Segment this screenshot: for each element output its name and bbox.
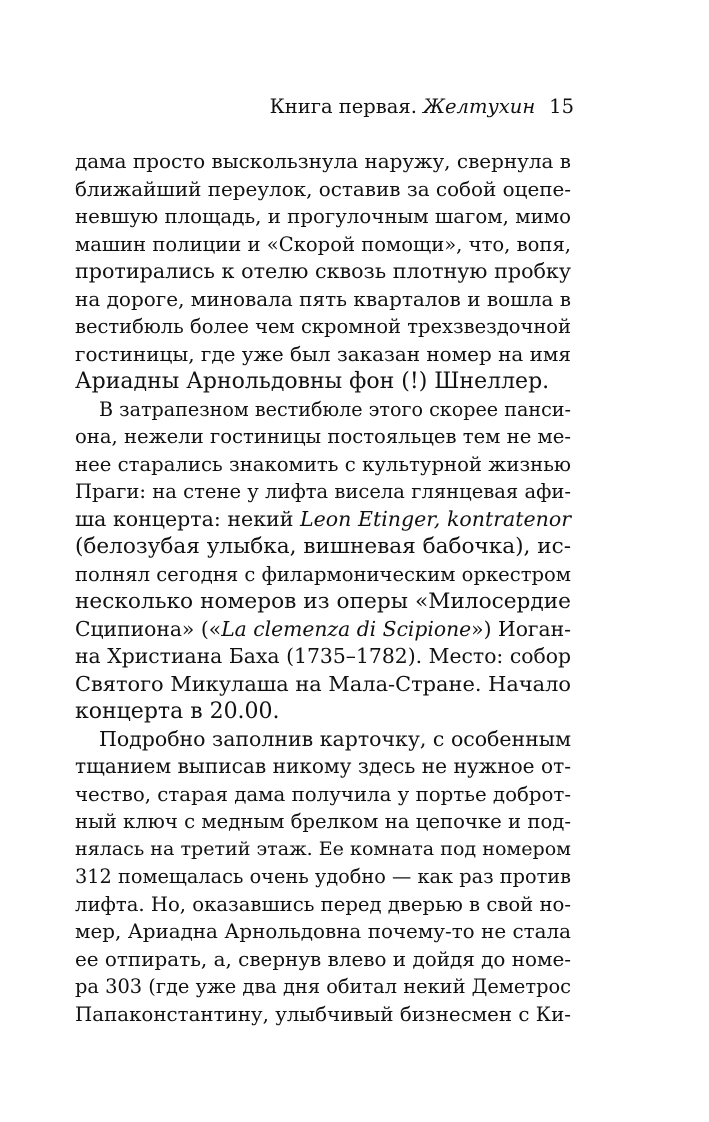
text-line: Подробно заполнив карточку, с особенным xyxy=(99,726,571,751)
text-line: лифта. Но, оказавшись перед дверью в свой но- xyxy=(75,892,571,916)
text-line: гостиницы, где уже был заказан номер на имя xyxy=(75,341,571,366)
text-line: на дороге, миновала пять кварталов и вошла в xyxy=(75,286,571,311)
text-line: В затрапезном вестибюле этого скорее панси- xyxy=(99,397,571,421)
text-line: машин полиции и «Скорой помощи», что, вопя, xyxy=(75,232,571,256)
text-line: протирались к отелю сквозь плотную пробку xyxy=(75,259,571,283)
text-line xyxy=(75,616,571,644)
running-header xyxy=(0,92,574,122)
text-line: (белозубая улыбка, вишневая бабочка), ис- xyxy=(75,534,571,559)
text-line: ный ключ с медным брелком на цепочке и под- xyxy=(75,810,571,833)
text-line: чество, старая дама получила у портье доброт- xyxy=(75,782,571,806)
text-line: ее отпирать, а, свернув влево и дойдя до номе- xyxy=(75,947,571,971)
page-number: 15 xyxy=(549,95,574,118)
text-line: нялась на третий этаж. Ее комната под номером xyxy=(75,837,571,860)
text-line: несколько номеров из оперы «Милосердие xyxy=(75,589,571,614)
text-line: 312 помещалась очень удобно — как раз против xyxy=(75,865,571,888)
text-line: тщанием выписав никому здесь не нужное от- xyxy=(75,754,571,778)
header-title: Желтухин xyxy=(423,95,536,118)
text-line: вестибюль более чем скромной трехзвездочной xyxy=(75,315,571,338)
text-segment: ») Иоган- xyxy=(471,616,571,641)
body-text xyxy=(75,148,571,1028)
text-line: нее старались знакомить с культурной жизнью xyxy=(75,452,571,476)
text-line: Папаконстантину, улыбчивый бизнесмен с Ки- xyxy=(75,1002,571,1026)
text-line: Праги: на стене у лифта висела глянцевая афи- xyxy=(75,480,571,503)
text-line: мер, Ариадна Арнольдовна почему-то не стала xyxy=(75,920,571,943)
text-line: она, нежели гостиницы постояльцев тем не ме- xyxy=(75,425,571,448)
text-line: полнял сегодня с филармоническим оркестром xyxy=(75,562,571,586)
text-line: на Христиана Баха (1735–1782). Место: собор xyxy=(75,644,571,668)
text-line xyxy=(75,506,571,534)
header-book-label: Книга первая. xyxy=(269,95,417,118)
text-line: ближайший переулок, оставив за собой оцепе- xyxy=(75,177,571,201)
text-segment: ша концерта: некий xyxy=(75,506,301,531)
text-line: невшую площадь, и прогулочным шагом, мимо xyxy=(75,205,571,228)
italic-segment: La clemenza di Scipione xyxy=(221,616,472,641)
text-line: концерта в 20.00. xyxy=(75,699,280,724)
italic-segment: Leon Etinger, kontratenor xyxy=(300,506,571,531)
text-segment: Сципиона» (« xyxy=(75,616,222,641)
text-line: Ариадны Арнольдовны фон (!) Шнеллер. xyxy=(75,369,550,394)
text-line: Святого Микулаша на Мала-Стране. Начало xyxy=(75,671,571,696)
text-line: дама просто выскользнула наружу, свернула в xyxy=(75,150,571,173)
text-line: ра 303 (где уже два дня обитал некий Деметрос xyxy=(75,975,571,998)
